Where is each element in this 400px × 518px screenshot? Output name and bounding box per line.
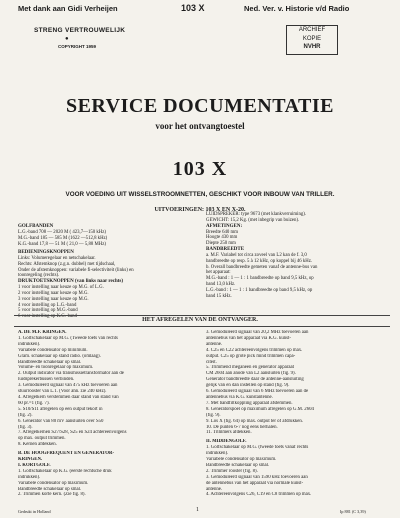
- procedure-line: 3. Gemoduleerd signaal van 475 kHz toevoeren aan: [18, 383, 118, 389]
- pushbutton-line: 6 voor instelling op K.G.-band: [18, 314, 77, 320]
- bandwidth-line: band 13,0 kHz.: [206, 281, 236, 287]
- procedure-line: CM 2604 aan anode van L2 aansluiten (fig. 9).: [206, 371, 296, 377]
- controls-line: Rechts: Afstemknop (z.g.n. dubbel) met tijdschaal,: [18, 261, 116, 267]
- controls-line: toonregeling (rechts).: [18, 273, 60, 279]
- model-variants: UITVOERINGEN: 103 X EN X-20.: [154, 207, 246, 213]
- procedure-line: luidsprekerbussen verbinden.: [18, 377, 75, 383]
- procedure-line: antennebus via K.G. kunstantenne.: [206, 394, 273, 400]
- procedure-line: Bandbreedte schakelaar op smal.: [18, 486, 82, 492]
- procedure-line: 10. De punten 6-7 nog eens herhalen.: [206, 424, 278, 430]
- archive-stamp: [286, 25, 338, 55]
- procedure-line: antenne.: [206, 341, 223, 347]
- bandwidth-heading: BANDBREEDTE: [206, 246, 245, 252]
- dimension-line: Diepte 250 mm: [206, 241, 236, 247]
- footer-printed: Gedrukt in Holland: [18, 509, 51, 514]
- procedure-line: 4. C25 en C22 achtereenvolgens trimmen op max.: [206, 347, 303, 353]
- controls-heading: BEDIENINGSKNOPPEN: [18, 250, 74, 255]
- procedure-line: Bandbreedte schakelaar op smal.: [206, 462, 270, 468]
- procedure-line: (fig. 2).: [18, 412, 33, 418]
- controls-line: Links: Volumeregelaar en netschakelaar.: [18, 256, 96, 261]
- document-subtitle: voor het ontvangtoestel: [155, 121, 245, 131]
- procedure-line: I. KORTGOLF.: [18, 462, 51, 468]
- procedure-line: 2. Output indicator via transmissietransformator aan de: [18, 371, 124, 377]
- procedure-line: 9. Los X (fig. 64) op max. output ter of afdrukken.: [206, 418, 303, 424]
- procedure-line: 7. Met bandfiltkoppling apparaat afstemmen.: [206, 400, 293, 406]
- procedure-line: 1. Golfschakelaar op M.G. (Tweede toets van rechts: [18, 335, 118, 341]
- procedure-line: II. MIDDENGOLF.: [206, 439, 247, 445]
- bandwidth-line: het apparaat:: [206, 270, 231, 276]
- speaker-spec: LUIDSPREKER: type 9673 (met klankverruiming).: [206, 212, 307, 217]
- procedure-line: indrukken).: [18, 474, 41, 480]
- procedure-line: indrukken).: [206, 451, 229, 457]
- procedure-line: Variabele condensator op maximum.: [18, 480, 89, 486]
- controls-line: Onder de afstemknoppen: variabele fi-selectiviteit (links) en: [18, 267, 134, 273]
- document-title: SERVICE DOCUMENTATIE: [65, 95, 335, 117]
- procedure-line: antenne.: [206, 486, 223, 492]
- procedure-line: KRINGEN.: [18, 457, 43, 463]
- procedure-line: Gram. schakelaar op stand radio. (omlaag).: [18, 353, 101, 359]
- spec-line: M.G.-band 185 — 585 M (1622 —512,8 kHz): [18, 235, 108, 241]
- controls-block: [18, 250, 204, 320]
- pushbutton-line: 3 voor instelling naar keuze op M.G.: [18, 296, 89, 302]
- bandwidth-line: a. M.F. Variabel tot circa zoveel van L2 kan de f. 3,0: [206, 252, 307, 258]
- procedure-line: 8. Generatorspoel op maximum afregelen op G.M. 2604: [206, 406, 314, 412]
- procedure-line: Generator bandbreedte daar de antenne-aansluiting: [206, 377, 304, 383]
- procedure-line: 3. Gemoduleerd signaal van 1590 kHz toevoeren aan: [206, 474, 308, 480]
- spec-line: K.G.-band 17,8 — 51 M ( 21,0 — 5,88 MHz): [18, 241, 106, 247]
- procedure-line: 3. Gemoduleerd signaal van 20,2 MHz toevoeren aan: [206, 330, 309, 335]
- weight-spec: GEWICHT: 15,2 Kg. (met inbegrip van buizen).: [206, 217, 300, 223]
- procedure-line: 11. Trimmers afdekken.: [206, 430, 252, 436]
- bandwidth-line: b. Overall bandbreedte gemeten vanaf de antenne-bus van: [206, 264, 318, 270]
- section-rule-top: [14, 315, 390, 316]
- procedure-line: 5. S10/S11 afregelen op een output tekort in: [18, 406, 103, 412]
- specs-left: [18, 224, 208, 247]
- procedure-line: 4. Afregelkern verstemmen daar stand van stand van: [18, 394, 119, 400]
- pushbutton-line: 5 voor instelling op M.G.-band: [18, 308, 78, 314]
- procedure-line: Bandbreedte schakelaar op smal.: [18, 359, 82, 365]
- divider-dot: ●: [65, 36, 69, 42]
- bandwidth-line: band 15 kHz.: [206, 293, 232, 299]
- procedure-line: (fig. 9).: [206, 412, 221, 418]
- procedure-line: 1. Golfschakelaar op M.G. (tweede toets vanaf rechts: [206, 445, 309, 451]
- procedure-right-column: [206, 330, 392, 498]
- procedure-line: gelijk van en dan instellen op stand (fig. 9).: [206, 383, 290, 389]
- procedure-line: stuurrooster van L.1. (Voor ahn. zie 240 kHz).: [18, 389, 107, 395]
- footer-code: Ip 881 (C 3,39): [340, 509, 366, 514]
- section-heading: HET AFREGELEN VAN DE ONTVANGER.: [142, 317, 258, 323]
- procedure-line: 5. Trimmend meganeen en generator apparaat: [206, 365, 294, 371]
- society-name: Ned. Ver. v. Historie v/d Radio: [244, 4, 350, 13]
- page-number: 1: [196, 507, 199, 513]
- procedure-line: 2. Trimmen korte kern. (Zie fig. 8).: [18, 492, 86, 498]
- procedure-left-column: [18, 330, 204, 498]
- procedure-line: op max. output trimmen.: [18, 436, 66, 442]
- stamp-line: NVHR: [303, 44, 321, 50]
- header-code: 103 X: [181, 3, 205, 13]
- bandwidth-line: bandbreedte op resp. 5 à 12 kHz, op koppel bij 46 kHz.: [206, 258, 313, 264]
- pushbutton-line: 2 voor instelling naar keuze op M.G.: [18, 290, 89, 296]
- procedure-line: 4. Achtereenvolgens C26, C19 en C8 trimmen op max.: [206, 492, 312, 498]
- dimensions-heading: AFMETINGEN:: [206, 223, 243, 229]
- stamp-line: ARCHIEF: [298, 27, 326, 33]
- procedure-line: 6. Gemoduleerd signaal van 6 MHz toevoeren aan de: [206, 389, 309, 395]
- model-number: 103 X: [172, 158, 228, 180]
- procedure-line: A. DE M.F. KRINGEN.: [18, 330, 67, 335]
- section-rule-bottom: [14, 326, 390, 327]
- bandwidth-line: M.G.-band : 1 — 1 : 1 bandbreedte op band 9,5 kHz, op: [206, 276, 314, 282]
- procedure-line: (fig. 3).: [18, 424, 33, 430]
- procedure-line: de antennebus van het apparaat via normale kunst-: [206, 480, 304, 486]
- specs-right: [206, 212, 392, 299]
- procedure-line: Volume- en toonregelaar op maximum.: [18, 365, 94, 371]
- procedure-line: indrukken).: [18, 341, 41, 347]
- pushbutton-line: 4 voor instelling op L.G.-band: [18, 302, 77, 308]
- procedure-line: 7. Afregelkernen S27/S28, S25 en S24 achtereenvolgens: [18, 430, 127, 436]
- model-description: VOOR VOEDING UIT WISSELSTROOMNETTEN, GESCHIKT VOOR INBOUW VAN TRILLER.: [65, 191, 335, 198]
- procedure-line: 8. Kernen afdekken.: [18, 442, 57, 448]
- procedure-line: antennebus van het apparaat via K.G. kunst-: [206, 335, 291, 341]
- procedure-line: B. DE HOOGFREQUENT EN GENERATOR-: [18, 451, 115, 457]
- procedure-line: 60 pr.=1 (fig. 7).: [18, 400, 50, 406]
- procedure-line: 2. Trimmer rooster (fig. 8).: [206, 468, 258, 474]
- pushbutton-heading: DRUKTOETSKNOPPEN (van links naar rechts): [18, 279, 124, 285]
- spec-line: L.G.-band 708 — 2020 M ( 423,7—150 kHz): [18, 230, 106, 235]
- stamp-line: KOPIE: [302, 35, 322, 42]
- copyright-label: COPYRIGHT 1959: [58, 44, 97, 49]
- procedure-line: Variabele condensator op minimum.: [18, 347, 88, 353]
- golfbanden-heading: GOLFBANDEN: [18, 224, 54, 229]
- procedure-line: citeit.: [206, 359, 217, 365]
- dimension-line: Breedte 640 mm: [206, 229, 238, 235]
- dimension-line: Hoogte 430 mm: [206, 235, 238, 241]
- credit-line: Met dank aan Gidi Verheijen: [18, 4, 118, 13]
- procedure-line: Variabele condensator op maximum.: [206, 457, 277, 463]
- bandwidth-line: L.G.-band : 1 — 1 : 1 bandbreedte op band 9,5 kHz, op: [206, 287, 313, 293]
- pushbutton-line: 1 voor instelling naar keuze op M.G. of L.G.: [18, 285, 104, 291]
- procedure-line: 1. Golfschakelaar op K.G. (eerste rechtsche druk: [18, 468, 112, 474]
- procedure-line: 6. Generator van 80 mV aansluiten over S50: [18, 418, 104, 424]
- procedure-line: output. C25 op grote pick mind trimmen capa-: [206, 353, 296, 359]
- confidential-label: STRENG VERTROUWELIJK: [34, 27, 126, 34]
